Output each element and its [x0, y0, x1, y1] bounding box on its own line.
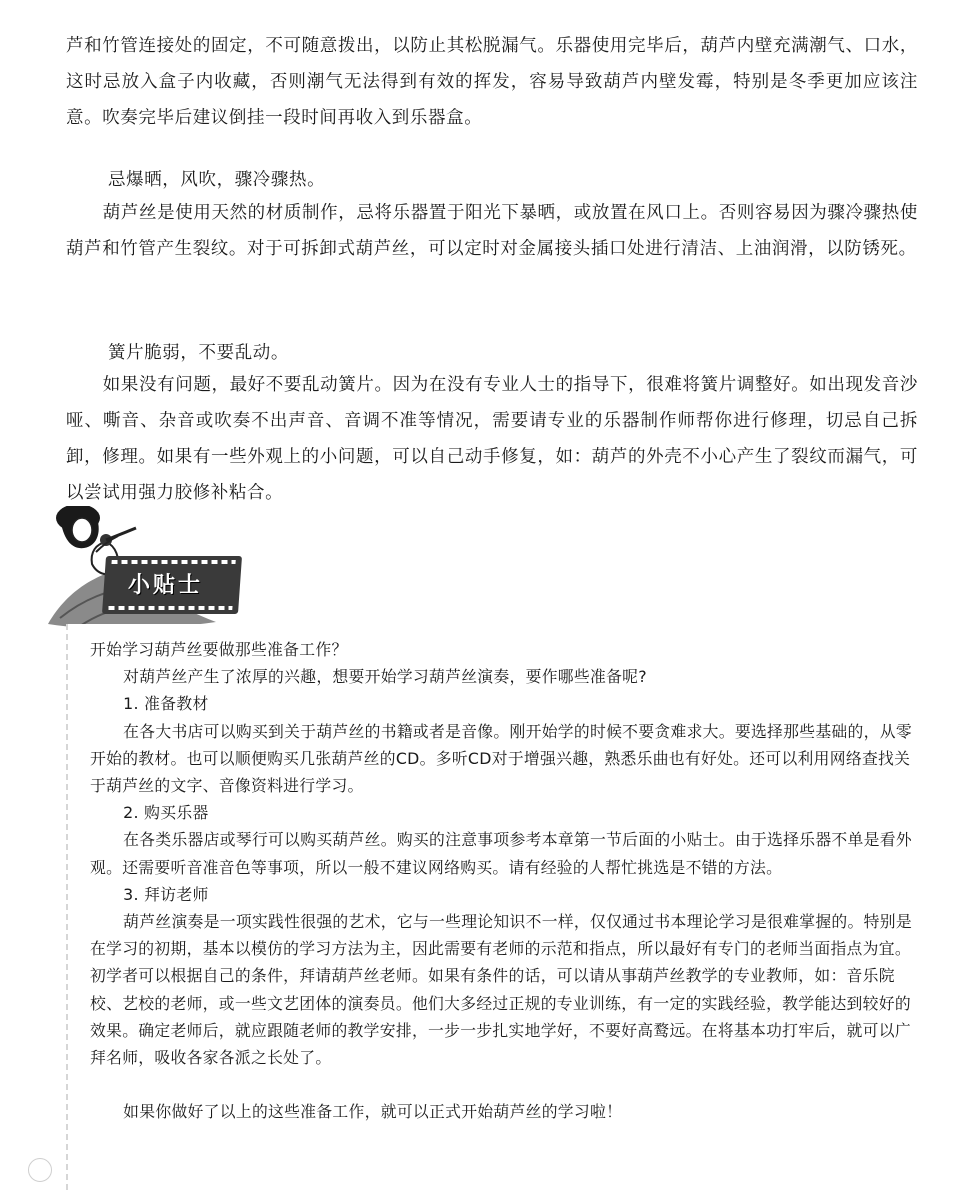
tips-intro: 对葫芦丝产生了浓厚的兴趣，想要开始学习葫芦丝演奏，要作哪些准备呢? [123, 667, 647, 687]
section-care-storage [66, 28, 918, 136]
tips-item-text: 在各类乐器店或琴行可以购买葫芦丝。购买的注意事项参考本章第一节后面的小贴士。由于选择乐器不单是看外观。还需要听音准音色等事项，所以一般不建议网络购买。请有经验的人帮忙挑选是不错的方法。 [90, 830, 912, 877]
section-heading-sun-wind: 忌爆晒，风吹，骤冷骤热。 [108, 170, 326, 190]
page-corner-mark [28, 1158, 52, 1182]
tips-item-text: 葫芦丝演奏是一项实践性很强的艺术，它与一些理论知识不一样，仅仅通过书本理论学习是很难掌握的。特别是在学习的初期，基本以模仿的学习方法为主，因此需要有老师的示范和指点，所以最好有专门的老师当面指点为宜。初学者可以根据自己的条件，拜请葫芦丝老师。如果有条件的话，可以请从事葫芦丝教学的专业教师，如：音乐院校、艺校的老师，或一些文艺团体的演奏员。他们大多经过正规的专业训练，有一定的实践经验，教学能达到较好的效果。确定老师后，就应跟随老师的教学安排，一步一步扎实地学好，不要好高鹜远。在将基本功打牢后，就可以广拜名师，吸收各家各派之长处了。 [90, 912, 912, 1068]
tips-item-title: 2. 购买乐器 [123, 803, 209, 823]
section-sun-wind [66, 195, 918, 267]
section-heading-reed: 簧片脆弱，不要乱动。 [108, 343, 289, 363]
section-reed [66, 367, 918, 511]
tips-title: 小贴士 [128, 573, 204, 598]
tips-question: 开始学习葫芦丝要做那些准备工作？ [90, 640, 348, 659]
body-paragraph: 如果没有问题，最好不要乱动簧片。因为在没有专业人士的指导下，很难将簧片调整好。如出现发音沙哑、嘶音、杂音或吹奏不出声音、音调不准等情况，需要请专业的乐器制作师帮你进行修理，切忌自己拆卸，修理。如果有一些外观上的小问题，可以自己动手修复，如：葫芦的外壳不小心产生了裂纹而漏气，可以尝试用强力胶修补粘合。 [66, 375, 918, 503]
body-paragraph: 葫芦丝是使用天然的材质制作，忌将乐器置于阳光下暴晒，或放置在风口上。否则容易因为骤冷骤热使葫芦和竹管产生裂纹。对于可拆卸式葫芦丝，可以定时对金属接头插口处进行清洁、上油润滑，以防锈死。 [66, 203, 918, 259]
tips-content [90, 636, 912, 1125]
tips-closing: 如果你做好了以上的这些准备工作，就可以正式开始葫芦丝的学习啦！ [123, 1102, 623, 1122]
body-paragraph: 芦和竹管连接处的固定，不可随意拨出，以防止其松脱漏气。乐器使用完毕后，葫芦内壁充满潮气、口水，这时忌放入盒子内收藏，否则潮气无法得到有效的挥发，容易导致葫芦内壁发霉，特别是冬季更加应该注意。吹奏完毕后建议倒挂一段时间再收入到乐器盒。 [66, 36, 918, 128]
tips-item-text: 在各大书店可以购买到关于葫芦丝的书籍或者是音像。刚开始学的时候不要贪难求大。要选择那些基础的，从零开始的教材。也可以顺便购买几张葫芦丝的CD。多听CD对于增强兴趣，熟悉乐曲也有好处。还可以利用网络查找关于葫芦丝的文字、音像资料进行学习。 [90, 721, 912, 796]
tips-item-title: 1. 准备教材 [123, 694, 209, 714]
tips-item-title: 3. 拜访老师 [123, 884, 209, 904]
